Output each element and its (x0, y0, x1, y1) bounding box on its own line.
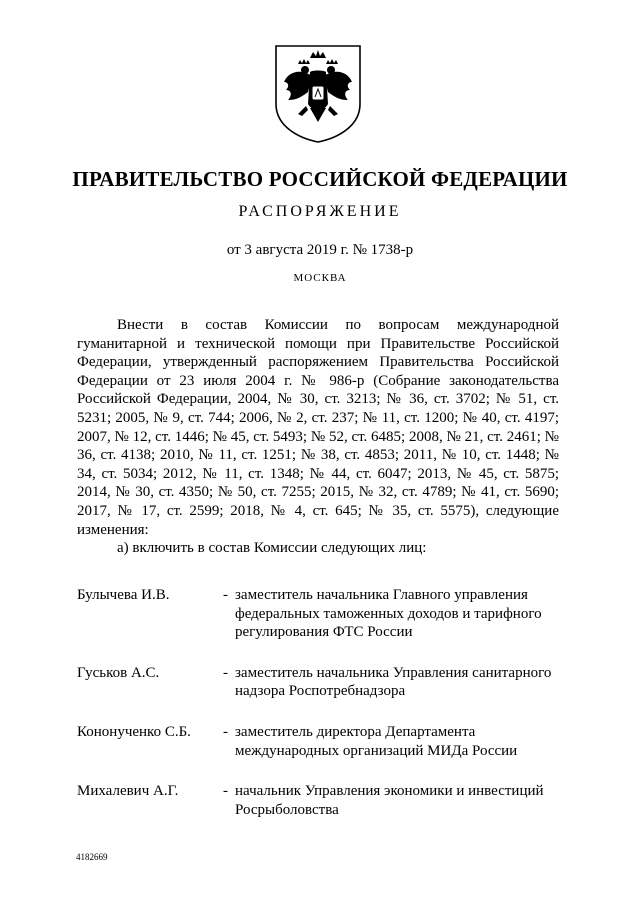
member-entry (77, 782, 567, 819)
document-type: РАСПОРЯЖЕНИЕ (238, 203, 402, 220)
member-entry (77, 586, 567, 642)
member-dash: - (223, 783, 228, 800)
member-dash: - (223, 664, 228, 681)
coat-of-arms-emblem (272, 42, 364, 144)
government-title: ПРАВИТЕЛЬСТВО РОССИЙСКОЙ ФЕДЕРАЦИИ (72, 167, 568, 191)
member-name: Булычева И.В. (77, 587, 170, 603)
item-a-paragraph: а) включить в состав Комиссии следующих лиц: (117, 540, 427, 557)
document-body (77, 316, 559, 558)
member-dash: - (223, 587, 228, 603)
document-date-number: от 3 августа 2019 г. № 1738-р (226, 242, 414, 258)
member-entry (77, 723, 567, 760)
member-role: заместитель директора Департамента международных организаций МИДа России (235, 723, 518, 759)
member-name: Гуськов А.С. (77, 664, 160, 681)
lead-paragraph: Внести в состав Комиссии по вопросам международной гуманитарной и технической помощи при Правительстве Российской Федерации, утвержденный распоряжением Правительства Российской Федерации от 23 июля 2004 г. № 986-р (Собрание законодательства Российской Федерации, 2004, № 30, ст. 3213; № 36, ст. 3702; № 51, ст. 5231; 2005, № 9, ст. 744; 2006, № 2, ст. 237; № 11, ст. 1200; № 40, ст. 4197; 2007, № 12, ст. 1446; № 45, ст. 5493; № 52, ст. 6485; 2008, № 21, ст. 2461; № 36, ст. 4138; 2010, № 11, ст. 1251; № 38, ст. 4853; 2011, № 10, ст. 1448; № 34, ст. 5034; 2012, № 11, ст. 1348; № 44, ст. 6047; 2013, № 45, ст. 5875; 2014, № 30, ст. 4350; № 50, ст. 7255; 2015, № 32, ст. 4789; № 41, ст. 5690; 2017, № 17, ст. 2599; 2018, № 4, ст. 645; № 35, ст. 5575), следующие изменения: (77, 317, 559, 538)
member-role: заместитель начальника Главного управления федеральных таможенных доходов и тарифного регулирования ФТС России (235, 587, 542, 641)
document-id-number: 4182669 (76, 852, 108, 862)
member-list (77, 586, 567, 819)
member-name: Кононученко С.Б. (77, 723, 191, 740)
member-name: Михалевич А.Г. (77, 783, 179, 800)
document-city: МОСКВА (293, 272, 347, 284)
member-role: начальник Управления экономики и инвестиций Росрыболовства (235, 783, 544, 818)
member-entry (77, 664, 567, 701)
member-role: заместитель начальника Управления санитарного надзора Роспотребнадзора (235, 664, 552, 700)
member-dash: - (223, 723, 228, 740)
